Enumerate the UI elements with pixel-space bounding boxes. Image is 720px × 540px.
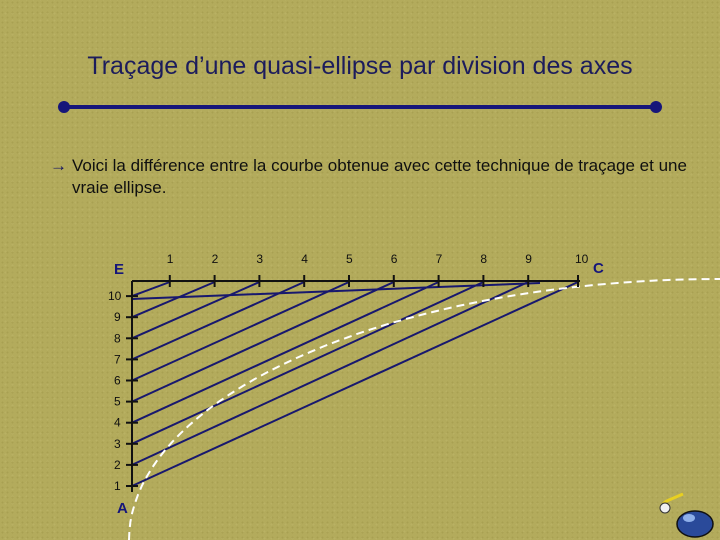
- construction-line: [132, 282, 170, 296]
- top-tick-label: 7: [435, 252, 443, 266]
- left-tick-label: 6: [114, 373, 121, 388]
- point-label-e: E: [114, 261, 125, 278]
- top-tick-label: 8: [480, 252, 488, 266]
- top-tick-label: 4: [301, 252, 308, 266]
- point-label-c: C: [593, 260, 604, 277]
- top-tick-label: 5: [346, 252, 353, 266]
- left-tick-label: 3: [114, 436, 121, 451]
- bullet-text: Voici la différence entre la courbe obtenue avec cette technique de traçage et une vraie ellipse.: [72, 156, 687, 197]
- left-tick-label: 1: [114, 479, 121, 493]
- top-tick-label: 9: [525, 252, 532, 266]
- slide-title: Traçage d’une quasi-ellipse par division des axes: [87, 52, 633, 80]
- left-tick-label: 10: [108, 289, 122, 304]
- construction-lines: [132, 282, 578, 486]
- left-axis-ticks: [108, 289, 138, 493]
- left-tick-label: 9: [114, 310, 121, 325]
- left-tick-label: 5: [114, 394, 121, 409]
- top-tick-label: 2: [211, 252, 219, 266]
- true-ellipse-curve: [129, 279, 720, 540]
- top-tick-label: 6: [390, 252, 398, 266]
- top-tick-label: 3: [256, 252, 264, 266]
- point-label-a: A: [117, 500, 128, 517]
- construction-line: [132, 282, 439, 423]
- left-tick-label: 8: [114, 331, 121, 346]
- left-tick-label: 2: [114, 457, 121, 472]
- construction-line: [132, 282, 215, 317]
- top-tick-label: 1: [166, 252, 174, 266]
- construction-line: [132, 282, 483, 444]
- left-tick-label: 7: [114, 352, 121, 367]
- arrow-bullet-icon: →: [50, 156, 67, 175]
- top-tick-label: 10: [575, 252, 589, 266]
- left-tick-label: 4: [114, 415, 121, 430]
- construction-line: [132, 282, 578, 486]
- mouse-mascot-icon: [655, 490, 715, 540]
